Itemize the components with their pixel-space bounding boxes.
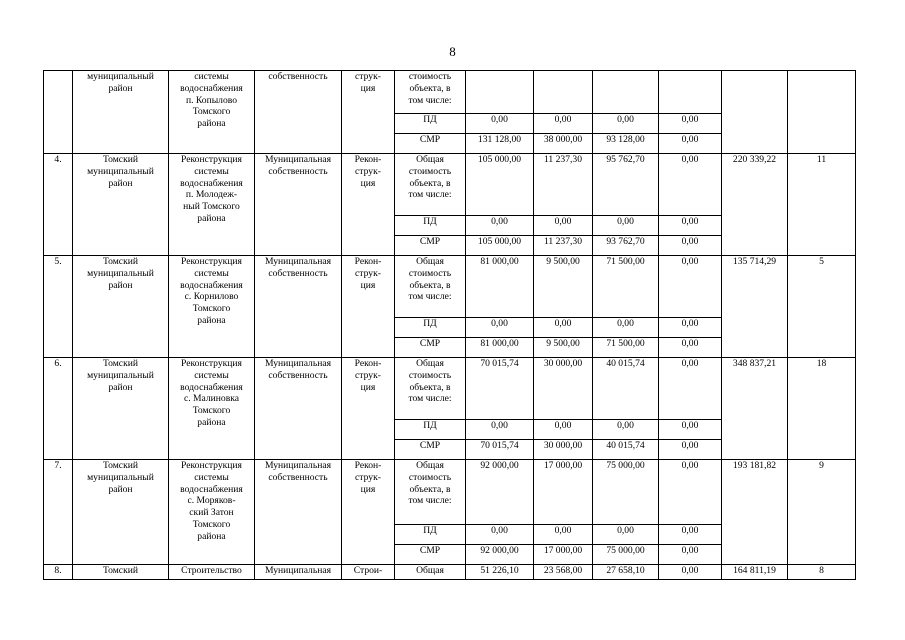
- pd-value-cell-text: 0,00: [681, 420, 699, 431]
- ownership-cell-text: собственность: [268, 71, 328, 82]
- smr-value-cell: [659, 440, 722, 460]
- smr-value-cell: [659, 338, 722, 358]
- pd-value-cell: [534, 216, 593, 236]
- smr-value-cell-text: 11 237,30: [543, 236, 583, 247]
- unit-price-cell-text: 135 714,29: [732, 256, 777, 267]
- pd-value-cell: [534, 525, 593, 545]
- pd-value-cell-text: 0,00: [617, 216, 634, 227]
- smr-value-cell-text: 81 000,00: [480, 338, 519, 349]
- row-number: [44, 154, 73, 256]
- pd-value-cell-text: 0,00: [491, 216, 508, 227]
- rank-cell: [788, 154, 856, 256]
- total-label-cell: [395, 565, 466, 580]
- smr-value-cell: [659, 545, 722, 565]
- pd-value-cell: [466, 525, 534, 545]
- smr-value-cell: [659, 236, 722, 256]
- pd-value-cell: [466, 318, 534, 338]
- total-label-cell-text: Общая стоимость объекта, в том числе:: [408, 154, 452, 201]
- district-cell-text: Томский муниципальный район: [87, 256, 154, 291]
- rank-cell: [788, 565, 856, 580]
- district-cell-text: Томский муниципальный район: [87, 154, 154, 189]
- total-value-cell: [593, 565, 659, 580]
- pd-value-cell: [659, 216, 722, 236]
- pd-label-cell-text: ПД: [423, 525, 437, 536]
- total-label-cell: [395, 460, 466, 525]
- total-value-cell-text: 95 762,70: [606, 154, 645, 165]
- pd-value-cell-text: 0,00: [617, 114, 634, 125]
- row-number-text: 7.: [54, 460, 62, 471]
- smr-value-cell: [593, 236, 659, 256]
- smr-value-cell-text: 0,00: [681, 134, 699, 145]
- total-value-cell: [659, 256, 722, 318]
- total-value-cell-text: 30 000,00: [543, 358, 583, 369]
- pd-value-cell-text: 0,00: [554, 114, 572, 125]
- row-number-text: 6.: [54, 358, 62, 369]
- district-cell: [73, 565, 169, 580]
- total-label-cell: [395, 71, 466, 114]
- total-label-cell-text: Общая: [416, 565, 444, 576]
- ownership-cell: [255, 460, 342, 565]
- total-value-cell: [534, 565, 593, 580]
- total-value-cell: [659, 71, 722, 114]
- pd-value-cell: [659, 114, 722, 134]
- smr-value-cell: [534, 338, 593, 358]
- pd-label-cell-text: ПД: [423, 420, 437, 431]
- pd-value-cell-text: 0,00: [554, 420, 572, 431]
- smr-value-cell: [534, 545, 593, 565]
- pd-label-cell: [395, 318, 466, 338]
- smr-label-cell: [395, 338, 466, 358]
- district-cell: [73, 154, 169, 256]
- pd-value-cell: [534, 318, 593, 338]
- smr-value-cell-text: 40 015,74: [606, 440, 645, 451]
- district-cell: [73, 71, 169, 154]
- pd-value-cell-text: 0,00: [681, 114, 699, 125]
- total-value-cell-text: 0,00: [681, 565, 699, 576]
- pd-value-cell-text: 0,00: [617, 525, 634, 536]
- investment-table: [43, 70, 856, 580]
- total-value-cell-text: 75 000,00: [606, 460, 645, 471]
- total-value-cell: [593, 71, 659, 114]
- work-type-cell-text: Строи-: [353, 565, 383, 576]
- object-cell-text: Реконструкция системы водоснабжения с. Моряков- ский Затон Томского района: [180, 460, 243, 542]
- ownership-cell: [255, 565, 342, 580]
- total-value-cell-text: 0,00: [681, 256, 699, 267]
- district-cell: [73, 358, 169, 460]
- smr-label-cell-text: СМР: [419, 338, 441, 349]
- total-value-cell-text: 70 015,74: [480, 358, 519, 369]
- pd-value-cell: [659, 525, 722, 545]
- pd-label-cell-text: ПД: [423, 318, 437, 329]
- smr-label-cell-text: СМР: [419, 134, 441, 145]
- work-type-cell: [342, 358, 395, 460]
- rank-cell: [788, 71, 856, 154]
- ownership-cell-text: Муниципальная: [264, 565, 332, 576]
- smr-value-cell-text: 0,00: [681, 545, 699, 556]
- row-number-text: 8.: [54, 565, 62, 576]
- table-row: [44, 256, 856, 318]
- district-cell: [73, 256, 169, 358]
- smr-value-cell-text: 92 000,00: [480, 545, 519, 556]
- total-value-cell: [466, 565, 534, 580]
- total-label-cell-text: Общая стоимость объекта, в том числе:: [408, 460, 452, 507]
- smr-value-cell-text: 0,00: [681, 338, 699, 349]
- total-value-cell: [534, 256, 593, 318]
- pd-value-cell: [593, 420, 659, 440]
- pd-value-cell-text: 0,00: [681, 525, 699, 536]
- smr-value-cell: [466, 440, 534, 460]
- pd-value-cell: [593, 114, 659, 134]
- work-type-cell: [342, 460, 395, 565]
- smr-value-cell: [659, 134, 722, 154]
- work-type-cell-text: Рекон- струк- ция: [354, 256, 382, 291]
- ownership-cell: [255, 256, 342, 358]
- ownership-cell: [255, 71, 342, 154]
- smr-value-cell-text: 93 128,00: [606, 134, 645, 145]
- work-type-cell: [342, 154, 395, 256]
- unit-price-cell-text: 348 837,21: [732, 358, 777, 369]
- pd-value-cell-text: 0,00: [491, 420, 508, 431]
- smr-value-cell-text: 9 500,00: [546, 338, 580, 349]
- total-value-cell: [466, 154, 534, 216]
- page-number: 8: [449, 44, 456, 59]
- rank-cell-text: 8: [819, 565, 824, 576]
- rank-cell: [788, 256, 856, 358]
- total-value-cell-text: 92 000,00: [480, 460, 519, 471]
- smr-value-cell: [534, 134, 593, 154]
- smr-value-cell: [593, 545, 659, 565]
- total-value-cell: [466, 71, 534, 114]
- pd-value-cell: [659, 318, 722, 338]
- row-number-text: 4.: [54, 154, 62, 165]
- smr-value-cell: [466, 236, 534, 256]
- smr-label-cell-text: СМР: [419, 440, 441, 451]
- pd-value-cell-text: 0,00: [617, 420, 634, 431]
- row-number: [44, 358, 73, 460]
- pd-label-cell-text: ПД: [423, 114, 437, 125]
- smr-value-cell-text: 30 000,00: [543, 440, 583, 451]
- object-cell-text: Реконструкция системы водоснабжения п. Молодеж- ный Томского района: [180, 154, 243, 224]
- total-value-cell: [466, 256, 534, 318]
- pd-value-cell: [659, 420, 722, 440]
- total-value-cell-text: 81 000,00: [480, 256, 519, 267]
- pd-value-cell: [534, 114, 593, 134]
- object-cell-text: Строительство: [181, 565, 242, 576]
- rank-cell: [788, 460, 856, 565]
- work-type-cell: [342, 71, 395, 154]
- table-row: [44, 460, 856, 525]
- smr-value-cell: [593, 134, 659, 154]
- smr-value-cell: [593, 338, 659, 358]
- table-row: [44, 358, 856, 420]
- row-number: [44, 565, 73, 580]
- total-value-cell: [534, 71, 593, 114]
- work-type-cell: [342, 256, 395, 358]
- smr-label-cell-text: СМР: [419, 545, 441, 556]
- pd-label-cell: [395, 216, 466, 236]
- total-label-cell-text: Общая стоимость объекта, в том числе:: [408, 358, 452, 405]
- total-value-cell: [593, 358, 659, 420]
- total-label-cell-text: стоимость объекта, в том числе:: [408, 71, 452, 106]
- pd-value-cell-text: 0,00: [554, 216, 572, 227]
- pd-label-cell: [395, 114, 466, 134]
- smr-value-cell-text: 93 762,70: [606, 236, 645, 247]
- rank-cell-text: 9: [819, 460, 824, 471]
- rank-cell: [788, 358, 856, 460]
- pd-value-cell: [593, 525, 659, 545]
- pd-value-cell: [466, 114, 534, 134]
- unit-price-cell-text: 220 339,22: [732, 154, 777, 165]
- smr-value-cell: [466, 134, 534, 154]
- total-value-cell-text: 0,00: [681, 460, 699, 471]
- ownership-cell-text: Муниципальная собственность: [264, 460, 332, 483]
- smr-value-cell: [466, 545, 534, 565]
- smr-value-cell-text: 0,00: [681, 236, 699, 247]
- total-value-cell-text: 71 500,00: [606, 256, 645, 267]
- district-cell-text: Томский муниципальный район: [87, 460, 154, 495]
- total-label-cell: [395, 256, 466, 318]
- unit-price-cell: [722, 460, 788, 565]
- total-label-cell-text: Общая стоимость объекта, в том числе:: [408, 256, 452, 303]
- total-value-cell: [659, 460, 722, 525]
- unit-price-cell-text: 164 811,19: [733, 565, 776, 576]
- table-row: [44, 71, 856, 114]
- rank-cell-text: 11: [816, 154, 827, 165]
- work-type-cell: [342, 565, 395, 580]
- smr-value-cell-text: 0,00: [681, 440, 699, 451]
- smr-value-cell: [593, 440, 659, 460]
- smr-value-cell: [466, 338, 534, 358]
- ownership-cell: [255, 154, 342, 256]
- pd-value-cell-text: 0,00: [491, 114, 508, 125]
- ownership-cell-text: Муниципальная собственность: [264, 256, 332, 279]
- unit-price-cell: [722, 71, 788, 154]
- smr-value-cell: [534, 236, 593, 256]
- total-value-cell-text: 0,00: [681, 154, 699, 165]
- total-value-cell: [466, 358, 534, 420]
- object-cell: [169, 154, 255, 256]
- total-label-cell: [395, 154, 466, 216]
- smr-label-cell: [395, 236, 466, 256]
- pd-value-cell-text: 0,00: [681, 216, 699, 227]
- district-cell-text: Томский: [102, 565, 138, 576]
- total-value-cell-text: 9 500,00: [546, 256, 580, 267]
- district-cell-text: муниципальный район: [87, 71, 154, 94]
- smr-value-cell-text: 131 128,00: [477, 134, 522, 145]
- object-cell-text: Реконструкция системы водоснабжения с. Малиновка Томского района: [180, 358, 243, 428]
- pd-label-cell-text: ПД: [423, 216, 437, 227]
- pd-value-cell-text: 0,00: [554, 525, 572, 536]
- pd-value-cell: [593, 318, 659, 338]
- total-value-cell: [534, 358, 593, 420]
- smr-value-cell-text: 75 000,00: [606, 545, 645, 556]
- table-row: [44, 154, 856, 216]
- object-cell-text: системы водоснабжения п. Копылово Томского района: [180, 71, 243, 130]
- total-value-cell-text: 23 568,00: [543, 565, 583, 576]
- smr-label-cell: [395, 545, 466, 565]
- work-type-cell-text: струк- ция: [355, 71, 381, 94]
- unit-price-cell-text: 193 181,82: [732, 460, 777, 471]
- total-value-cell: [659, 154, 722, 216]
- total-value-cell-text: 40 015,74: [606, 358, 645, 369]
- smr-value-cell-text: 17 000,00: [543, 545, 583, 556]
- unit-price-cell: [722, 358, 788, 460]
- total-value-cell-text: 51 226,10: [480, 565, 519, 576]
- work-type-cell-text: Рекон- струк- ция: [354, 154, 382, 189]
- smr-value-cell: [534, 440, 593, 460]
- table-row-last: [44, 565, 856, 580]
- smr-value-cell-text: 105 000,00: [477, 236, 522, 247]
- smr-label-cell: [395, 440, 466, 460]
- table-body: [44, 71, 856, 580]
- row-number: [44, 256, 73, 358]
- pd-value-cell: [593, 216, 659, 236]
- pd-value-cell-text: 0,00: [491, 318, 508, 329]
- total-value-cell: [466, 460, 534, 525]
- row-number-text: 5.: [54, 256, 62, 267]
- ownership-cell: [255, 358, 342, 460]
- pd-label-cell: [395, 420, 466, 440]
- pd-value-cell: [466, 216, 534, 236]
- total-label-cell: [395, 358, 466, 420]
- ownership-cell-text: Муниципальная собственность: [264, 154, 332, 177]
- row-number: [44, 460, 73, 565]
- object-cell: [169, 565, 255, 580]
- total-value-cell: [593, 256, 659, 318]
- district-cell-text: Томский муниципальный район: [87, 358, 154, 393]
- smr-label-cell-text: СМР: [419, 236, 441, 247]
- unit-price-cell: [722, 154, 788, 256]
- object-cell-text: Реконструкция системы водоснабжения с. Корнилово Томского района: [180, 256, 243, 326]
- district-cell: [73, 460, 169, 565]
- pd-value-cell-text: 0,00: [681, 318, 699, 329]
- smr-value-cell-text: 38 000,00: [543, 134, 583, 145]
- unit-price-cell: [722, 256, 788, 358]
- total-value-cell-text: 11 237,30: [543, 154, 583, 165]
- total-value-cell: [593, 154, 659, 216]
- pd-value-cell-text: 0,00: [491, 525, 508, 536]
- smr-value-cell-text: 70 015,74: [480, 440, 519, 451]
- object-cell: [169, 71, 255, 154]
- rank-cell-text: 18: [816, 358, 827, 369]
- total-value-cell-text: 27 658,10: [606, 565, 645, 576]
- total-value-cell-text: 105 000,00: [477, 154, 522, 165]
- ownership-cell-text: Муниципальная собственность: [264, 358, 332, 381]
- work-type-cell-text: Рекон- струк- ция: [354, 358, 382, 393]
- total-value-cell: [593, 460, 659, 525]
- object-cell: [169, 358, 255, 460]
- total-value-cell: [534, 460, 593, 525]
- smr-label-cell: [395, 134, 466, 154]
- pd-value-cell-text: 0,00: [617, 318, 634, 329]
- total-value-cell: [659, 565, 722, 580]
- row-number: [44, 71, 73, 154]
- object-cell: [169, 256, 255, 358]
- total-value-cell-text: 0,00: [681, 358, 699, 369]
- pd-label-cell: [395, 525, 466, 545]
- total-value-cell: [534, 154, 593, 216]
- total-value-cell: [659, 358, 722, 420]
- pd-value-cell: [466, 420, 534, 440]
- pd-value-cell-text: 0,00: [554, 318, 572, 329]
- unit-price-cell: [722, 565, 788, 580]
- pd-value-cell: [534, 420, 593, 440]
- object-cell: [169, 460, 255, 565]
- smr-value-cell-text: 71 500,00: [606, 338, 645, 349]
- rank-cell-text: 5: [819, 256, 824, 267]
- total-value-cell-text: 17 000,00: [543, 460, 583, 471]
- work-type-cell-text: Рекон- струк- ция: [354, 460, 382, 495]
